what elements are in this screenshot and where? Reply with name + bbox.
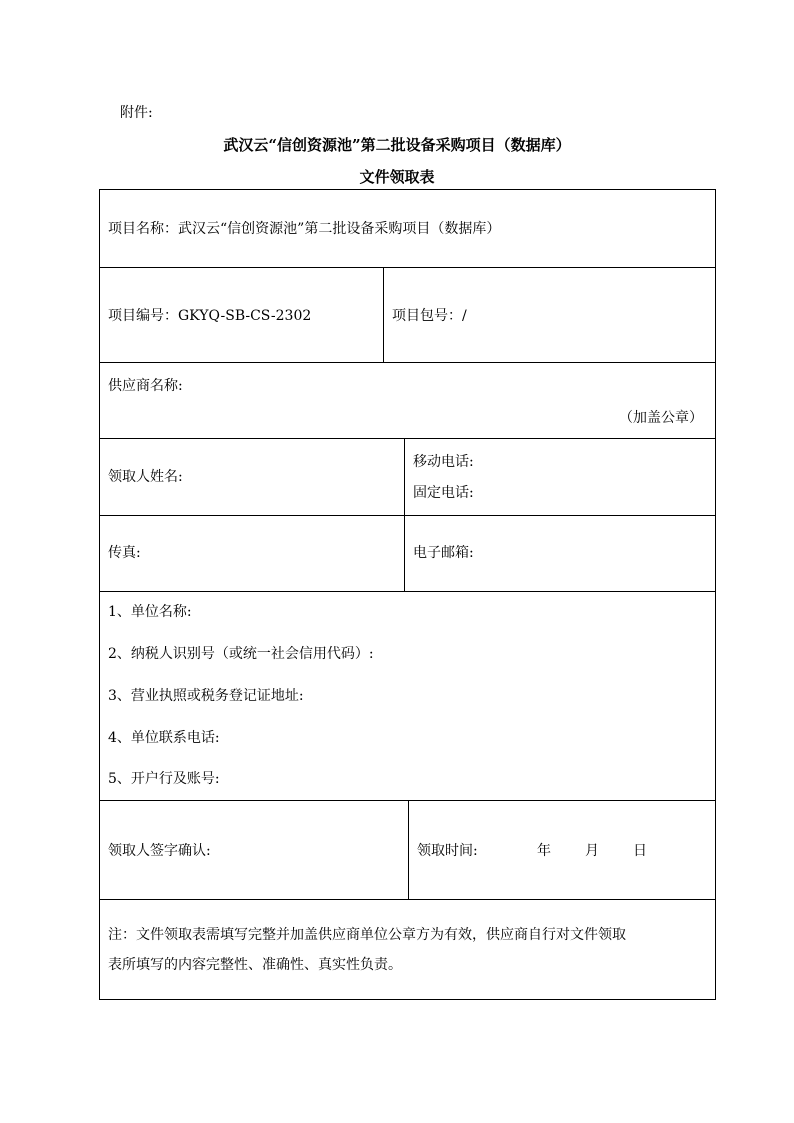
fixed-phone-field[interactable]: 固定电话:: [413, 485, 474, 501]
unit-name-field[interactable]: 1、单位名称:: [108, 604, 192, 620]
project-name-field[interactable]: 项目名称：武汉云“信创资源池”第二批设备采购项目（数据库）: [108, 221, 501, 237]
supplier-name-field[interactable]: 供应商名称:: [108, 378, 183, 394]
note-line-2: 表所填写的内容完整性、准确性、真实性负责。: [108, 957, 402, 973]
package-number-field[interactable]: 项目包号：/: [392, 308, 467, 324]
month-label: 月: [585, 843, 599, 859]
bank-account-field[interactable]: 5、开户行及账号:: [108, 771, 220, 787]
receiver-name-field[interactable]: 领取人姓名:: [108, 469, 183, 485]
receive-time-field[interactable]: 领取时间:: [417, 843, 478, 859]
project-number-field[interactable]: 项目编号：GKYQ-SB-CS-2302: [108, 308, 312, 324]
row-divider: [100, 591, 715, 592]
day-label: 日: [633, 843, 647, 859]
attachment-label: 附件:: [120, 105, 153, 121]
note-line-1: 注：文件领取表需填写完整并加盖供应商单位公章方为有效，供应商自行对文件领取: [108, 927, 626, 943]
year-label: 年: [537, 843, 551, 859]
form-title: 文件领取表: [359, 168, 435, 186]
row-divider: [100, 899, 715, 900]
row-divider: [100, 515, 715, 516]
unit-phone-field[interactable]: 4、单位联系电话:: [108, 730, 220, 746]
row-divider: [100, 267, 715, 268]
column-divider: [383, 267, 384, 362]
fax-field[interactable]: 传真:: [108, 545, 141, 561]
column-divider: [408, 800, 409, 899]
business-address-field[interactable]: 3、营业执照或税务登记证地址:: [108, 688, 304, 704]
taxpayer-id-field[interactable]: 2、纳税人识别号（或统一社会信用代码）:: [108, 646, 374, 662]
email-field[interactable]: 电子邮箱:: [413, 545, 474, 561]
row-divider: [100, 438, 715, 439]
signature-field[interactable]: 领取人签字确认:: [108, 843, 211, 859]
row-divider: [100, 362, 715, 363]
seal-note: （加盖公章）: [619, 410, 703, 426]
column-divider: [404, 438, 405, 591]
receipt-form: [99, 189, 716, 1000]
document-title: 武汉云“信创资源池”第二批设备采购项目（数据库）: [223, 136, 571, 154]
mobile-phone-field[interactable]: 移动电话:: [413, 454, 474, 470]
